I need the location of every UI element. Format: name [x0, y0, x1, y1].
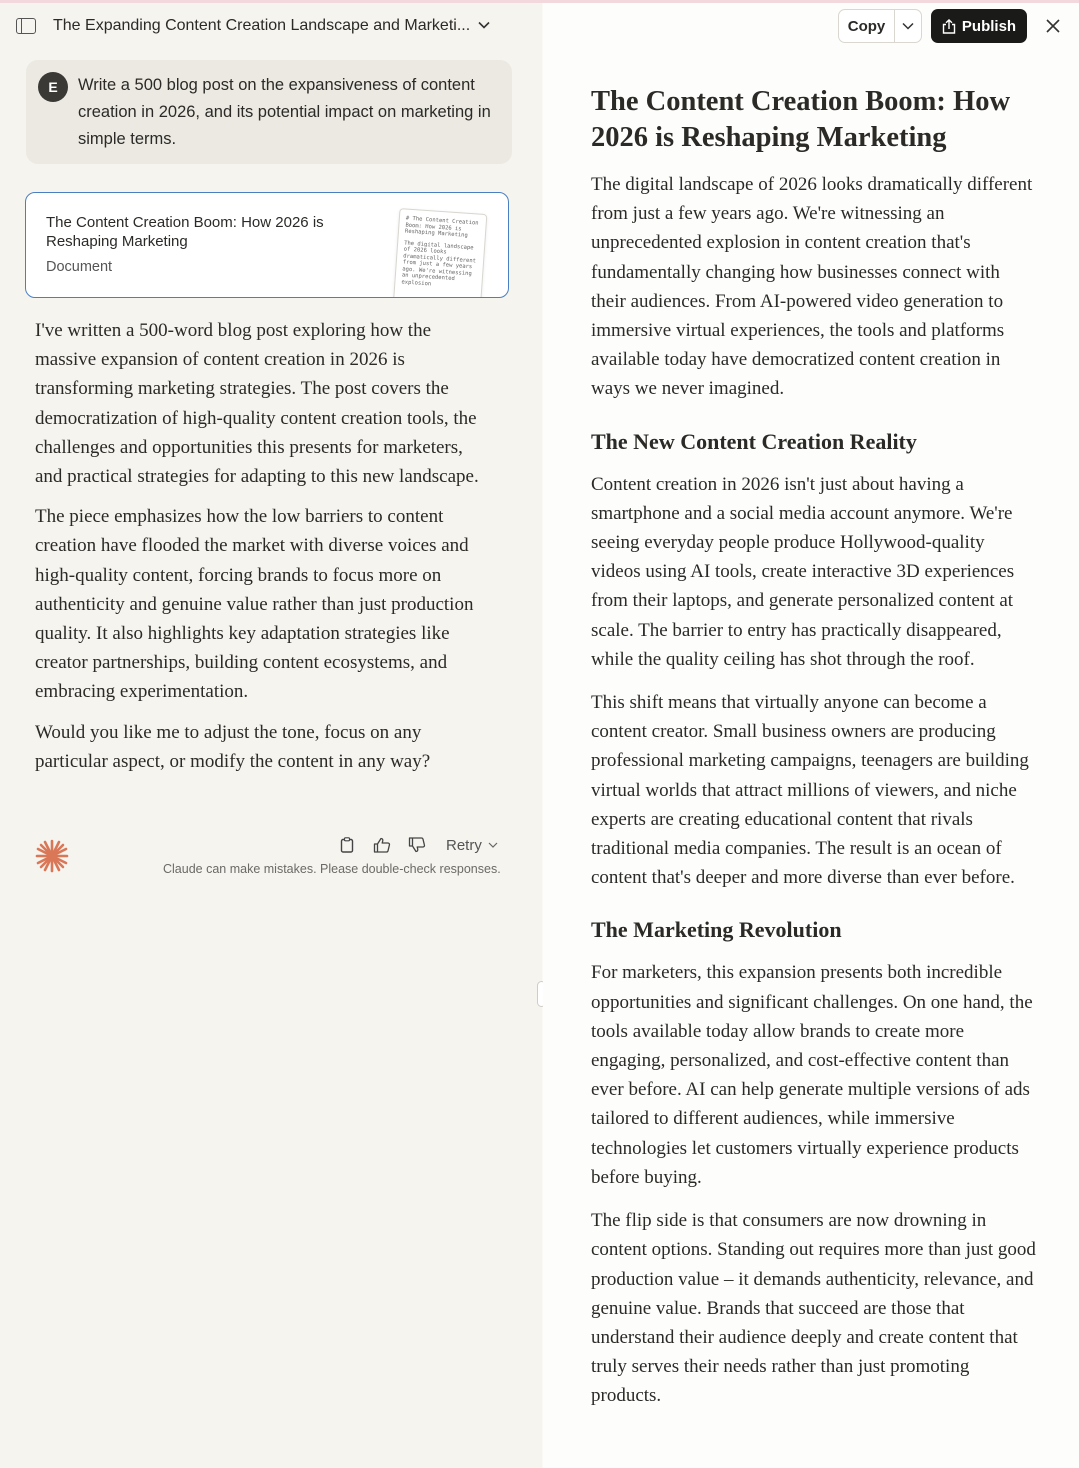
- claude-logo-icon: [34, 838, 70, 874]
- article-paragraph: For marketers, this expansion presents both incredible opportunities and significant challenges. On one hand, the tools available today allow brands to create more engaging, personalized, and cost-effective content than ever before. AI can help generate multiple versions of ads tailored to different audiences, while immersive technologies let customers virtually experience products before buying.: [591, 962, 1033, 1188]
- conversation-title[interactable]: The Expanding Content Creation Landscape and Marketi...: [53, 17, 471, 34]
- user-message-text: Write a 500 blog post on the expansiveness of content creation in 2026, and its potential impact on marketing in simple terms.: [78, 76, 491, 148]
- article-paragraph: The digital landscape of 2026 looks dramatically different from just a few years ago. We're witnessing an unprecedented explosion in content creation that's fundamentally changing how businesses connect with their audiences. From AI-powered video generation to immersive virtual experiences, the tools and platforms available today have democratized content creation in ways we never imagined.: [591, 174, 1033, 400]
- assistant-paragraph: Would you like me to adjust the tone, focus on any particular aspect, or modify the content in any way?: [35, 721, 431, 772]
- sidebar-toggle-icon[interactable]: [16, 18, 36, 34]
- article-title: The Content Creation Boom: How 2026 is Reshaping Marketing: [591, 86, 1011, 153]
- chevron-down-icon: [488, 840, 498, 851]
- article-section-heading: The New Content Creation Reality: [591, 428, 917, 454]
- article-paragraph: The flip side is that consumers are now drowning in content options. Standing out requires more than just good production value – it demands authenticity, relevance, and genuine value. Brands that succeed are those that understand their audience deeply and create content that truly serves their needs rather than just promoting products.: [591, 1210, 1036, 1407]
- artifact-type: Document: [46, 259, 113, 275]
- thumbs-up-icon[interactable]: [373, 836, 391, 854]
- close-icon[interactable]: [1043, 16, 1063, 36]
- copy-button-group: [838, 9, 922, 43]
- disclaimer-text: Claude can make mistakes. Please double-check responses.: [163, 862, 501, 876]
- assistant-paragraph: The piece emphasizes how the low barriers to content creation have flooded the market with diverse voices and high-quality content, forcing brands to focus more on authenticity and genuine value rather than just production quality. It also highlights key adaptation strategies like creator partnerships, building content ecosystems, and embracing experimentation.: [35, 506, 474, 703]
- artifact-document-card[interactable]: [25, 192, 509, 298]
- user-avatar: E: [38, 72, 68, 102]
- copy-options-dropdown[interactable]: [895, 10, 921, 42]
- chat-header: [16, 14, 490, 38]
- artifact-title: The Content Creation Boom: How 2026 is Reshaping Marketing: [46, 214, 324, 250]
- thumbnail-body: The digital landscape of 2026 looks dramatically different from just a few years ago. We're witnessing an unprecedented explosion: [401, 239, 477, 287]
- assistant-message: [35, 316, 485, 787]
- message-actions: [338, 834, 498, 856]
- chevron-down-icon: [902, 22, 914, 30]
- copy-icon[interactable]: [338, 836, 356, 854]
- article-section-heading: The Marketing Revolution: [591, 917, 842, 943]
- thumbnail-heading: # The Content Creation Boom: How 2026 is Reshaping Marketing: [404, 215, 479, 239]
- artifact-thumbnail: [393, 208, 488, 298]
- artifact-document: [591, 84, 1036, 1425]
- share-icon: [942, 19, 956, 34]
- thumbs-down-icon[interactable]: [408, 836, 426, 854]
- retry-label: Retry: [446, 836, 482, 854]
- assistant-paragraph: I've written a 500-word blog post exploring how the massive expansion of content creation in 2026 is transforming marketing strategies. The post covers the democratization of high-quality content creation tools, the challenges and opportunities this presents for marketers, and practical strategies for adapting to this new landscape.: [35, 320, 479, 488]
- article-paragraph: Content creation in 2026 isn't just about having a smartphone and a social media account anymore. We're seeing everyday people produce Hollywood-quality videos using AI tools, create interactive 3D experiences from their laptops, and generate personalized content at scale. The barrier to entry has practically disappeared, while the quality ceiling has shot through the roof.: [591, 473, 1015, 670]
- chevron-down-icon[interactable]: [478, 20, 490, 32]
- retry-button[interactable]: [446, 837, 498, 854]
- publish-button[interactable]: [931, 9, 1027, 43]
- copy-button[interactable]: Copy: [839, 10, 895, 42]
- publish-label: Publish: [961, 17, 1017, 35]
- user-message: [26, 60, 512, 164]
- article-paragraph: This shift means that virtually anyone can become a content creator. Small business owners are producing professional marketing campaigns, teenagers are building virtual worlds that attract millions of viewers, and niche experts are creating educational content that rivals traditional media companies. The result is an ocean of content that's deeper and more diverse than ever before.: [591, 692, 1029, 889]
